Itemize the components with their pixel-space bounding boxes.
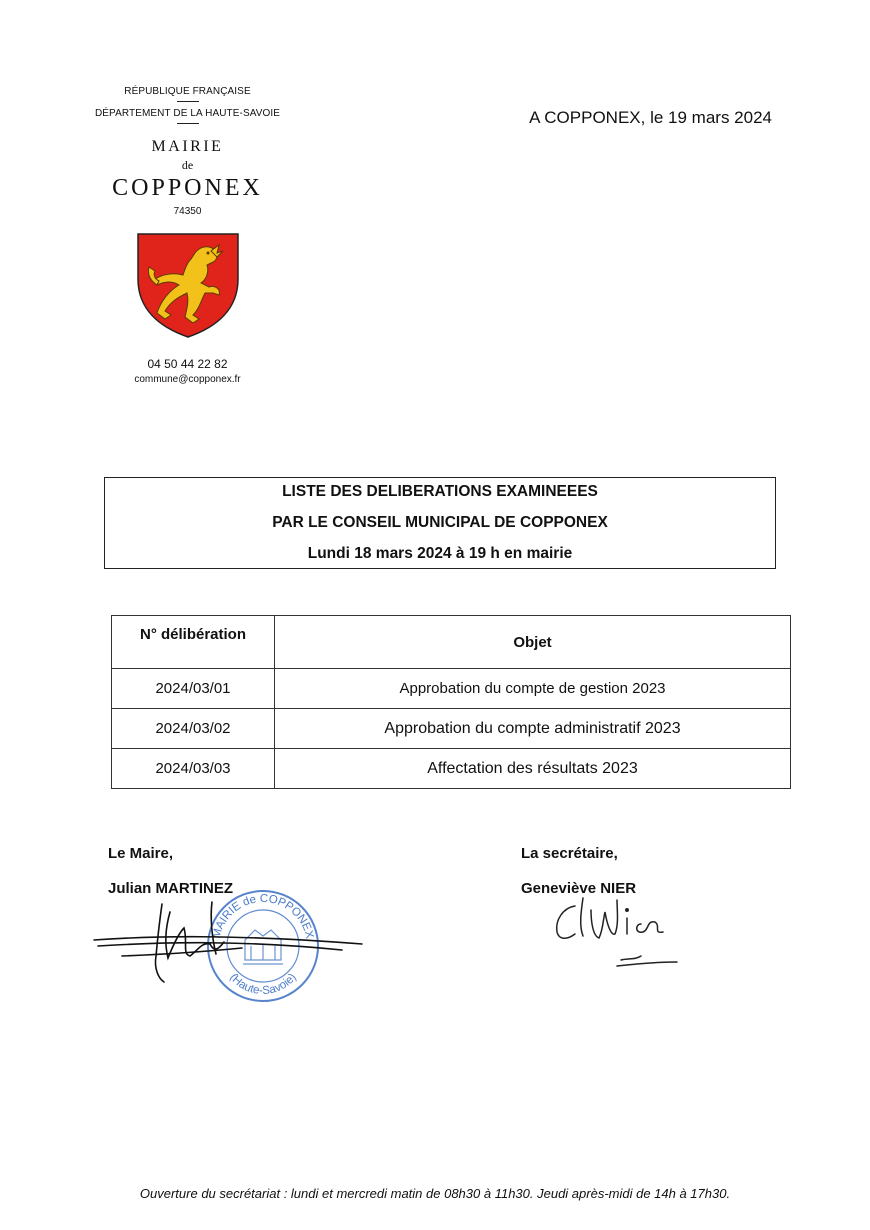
de-label: de [181,158,194,172]
title-line-3: Lundi 18 mars 2024 à 19 h en mairie [307,545,573,562]
mairie-label: MAIRIE [151,138,224,155]
document-title-box [104,477,776,569]
email-address: commune@copponex.fr [134,374,241,385]
table-header-row [112,616,791,669]
title-line-2: PAR LE CONSEIL MUNICIPAL DE COPPONEX [272,514,608,531]
department-label: DÉPARTEMENT DE LA HAUTE-SAVOIE [94,108,281,119]
deliberation-object: Affectation des résultats 2023 [275,749,791,789]
stamp-bottom-text: (Haute-Savoie) [227,971,299,998]
letterhead [80,86,295,385]
table-row [112,709,791,749]
letterhead-separator [177,101,199,102]
deliberations-table [111,615,791,789]
postal-code: 74350 [173,206,202,217]
deliberation-object: Approbation du compte administratif 2023 [275,709,791,749]
table-row [112,669,791,709]
office-hours-footer: Ouverture du secrétariat : lundi et mercredi matin de 08h30 à 11h30. Jeudi après-midi de 14h à 17h30. [139,1186,731,1201]
republic-label: RÉPUBLIQUE FRANÇAISE [124,86,251,97]
letterhead-separator [177,123,199,124]
phone-number: 04 50 44 22 82 [147,357,228,371]
town-name: COPPONEX [112,175,263,201]
maire-signature-icon [92,898,372,988]
lion-rampant-crest-icon [135,231,241,339]
stamp-top-text: MAIRIE de COPPONEX [210,892,316,940]
maire-role: Le Maire, [108,845,174,862]
title-line-1: LISTE DES DELIBERATIONS EXAMINEEES [282,483,598,500]
header-number: N° délibération [112,616,275,669]
deliberation-number: 2024/03/01 [112,669,275,709]
table-row [112,749,791,789]
deliberation-number: 2024/03/02 [112,709,275,749]
maire-name: Julian MARTINEZ [108,880,234,897]
secretary-role: La secrétaire, [521,845,618,862]
header-object: Objet [275,616,791,669]
deliberation-number: 2024/03/03 [112,749,275,789]
place-date: A COPPONEX, le 19 mars 2024 [529,108,772,127]
secretary-name: Geneviève NIER [521,880,637,897]
deliberation-object: Approbation du compte de gestion 2023 [275,669,791,709]
secretary-signature-icon [545,890,685,980]
